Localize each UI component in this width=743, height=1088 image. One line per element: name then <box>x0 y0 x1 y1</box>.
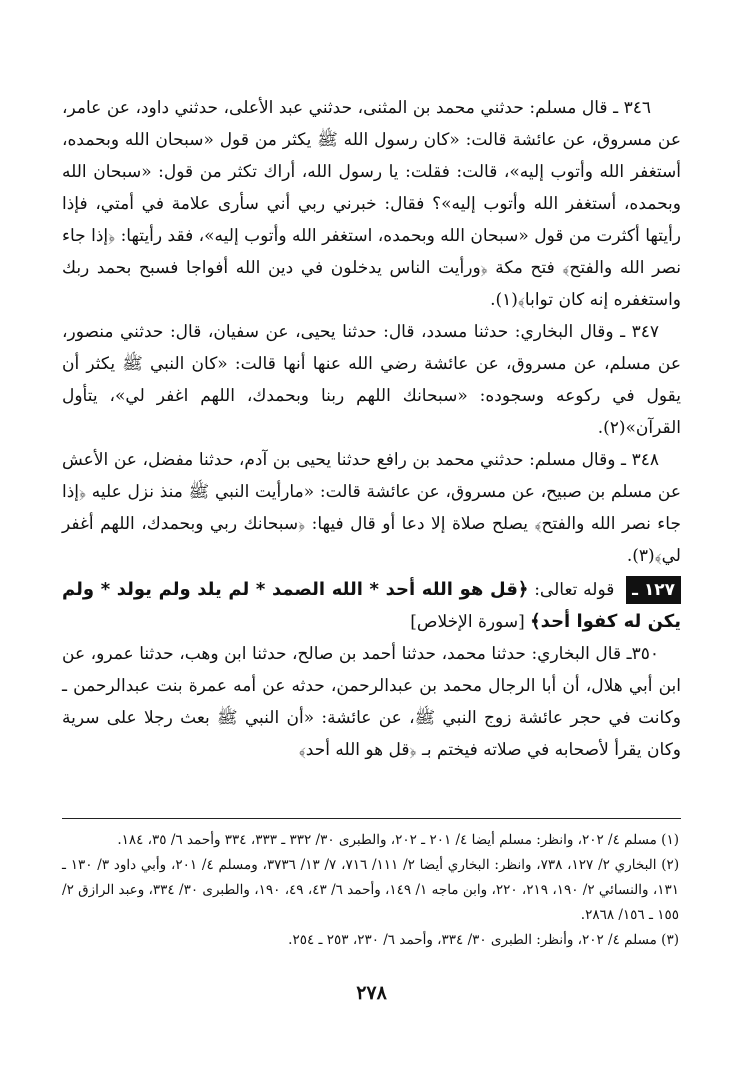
footnotes <box>62 828 681 953</box>
footnote-2: (٢) البخاري ٢/ ١٢٧، ٧٣٨، وانظر: البخاري أيضا ٢/ ١١١/ ٧١٦، ٧/ ١٣/ ٣٧٣٦، ومسلم ٤/ ٢٠١، وأبي داود ٣/ ١٣٠ ـ ١٣١، والنسائي ٢/ ١٩٠، ٢١٩، ٢٢٠، وابن ماجه ١/ ١٤٩، وأحمد ٦/ ٤٣، ٤٩، ١٩٠، والطبرى ٣٠/ ٣٣٤، وعبد الرازق ٢/ ١٥٥ ـ ١٥٦/ ٢٨٦٨. <box>62 857 680 923</box>
heading-intro: قوله تعالى: <box>534 580 615 600</box>
hadith-347: ٣٤٧ ـ وقال البخاري: حدثنا مسدد، قال: حدثنا يحيى، عن سفيان، قال: حدثني منصور، عن مسلم، عن مسروق، عن عائشة رضي الله عنها أنها قالت: «كان النبي ﷺ يكثر أن يقول في ركوعه وسجوده: «سبحانك اللهم ربنا وبحمدك، اللهم اغفر لي»، يتأول القرآن»(٢). <box>62 322 681 438</box>
hadith-346: ٣٤٦ ـ قال مسلم: حدثني محمد بن المثنى، حدثني عبد الأعلى، حدثني داود، عن عامر، عن مسروق، عن عائشة قالت: «كان رسول الله ﷺ يكثر من قول «سبحان الله وبحمده، أستغفر الله وأتوب إليه»، قالت: فقلت: يا رسول الله، أراك تكثر من قول: «سبحان الله وبحمده، أستغفر الله وأتوب إليه»؟ فقال: خبرني ربي أني سأرى علامة في أمتي، فإذا رأيتها أكثرت من قول «سبحان الله وبحمده، استغفر الله وأتوب إليه»، فقد رأيتها: ﴿إذا جاء نصر الله والفتح﴾ فتح مكة ﴿ورأيت الناس يدخلون في دين الله أفواجا فسبح بحمد ربك واستغفره إنه كان توابا﴾(١). <box>62 98 681 310</box>
main-text <box>62 92 681 766</box>
footnote-1: (١) مسلم ٤/ ٢٠٢، وانظر: مسلم أيضا ٤/ ٢٠١ ـ ٢٠٢، والطبرى ٣٠/ ٣٣٢ ـ ٣٣٣، ٣٣٤ وأحمد ٦/ ٣٥، ١٨٤. <box>117 832 679 848</box>
chapter-number-badge: ١٢٧ ـ <box>626 576 681 604</box>
page-number: ٢٧٨ <box>356 982 387 1004</box>
footnote-divider <box>62 818 681 819</box>
section-heading <box>62 574 681 638</box>
footnote-3: (٣) مسلم ٤/ ٢٠٢، وأنظر: الطبرى ٣٠/ ٣٣٤، وأحمد ٦/ ٢٣٠، ٢٥٣ ـ ٢٥٤. <box>288 932 679 948</box>
quran-verse: ﴿قل هو الله أحد * الله الصمد * لم يلد ولم يولد * ولم يكن له كفوا أحد﴾ <box>62 579 681 632</box>
hadith-348: ٣٤٨ ـ وقال مسلم: حدثني محمد بن رافع حدثنا يحيى بن آدم، حدثنا مفضل، عن الأعش عن مسلم بن صبيح، عن مسروق، عن عائشة قالت: «مارأيت النبي ﷺ منذ نزل عليه ﴿إذا جاء نصر الله والفتح﴾ يصلح صلاة إلا دعا أو قال فيها: ﴿سبحانك ربي وبحمدك، اللهم أغفر لي﴾(٣). <box>62 450 681 566</box>
hadith-350: ٣٥٠ـ قال البخاري: حدثنا محمد، حدثنا أحمد بن صالح، حدثنا ابن وهب، حدثنا عمرو، عن ابن أبي هلال، أن أبا الرجال محمد بن عبدالرحمن، حدثه عن أمه عمرة بنت عبدالرحمن ـ وكانت في حجر عائشة زوج النبي ﷺ، عن عائشة: «أن النبي ﷺ بعث رجلا على سرية وكان يقرأ لأصحابه في صلاته فيختم بـ ﴿قل هو الله أحد﴾ <box>62 644 681 760</box>
surah-name: [سورة الإخلاص] <box>410 612 525 632</box>
